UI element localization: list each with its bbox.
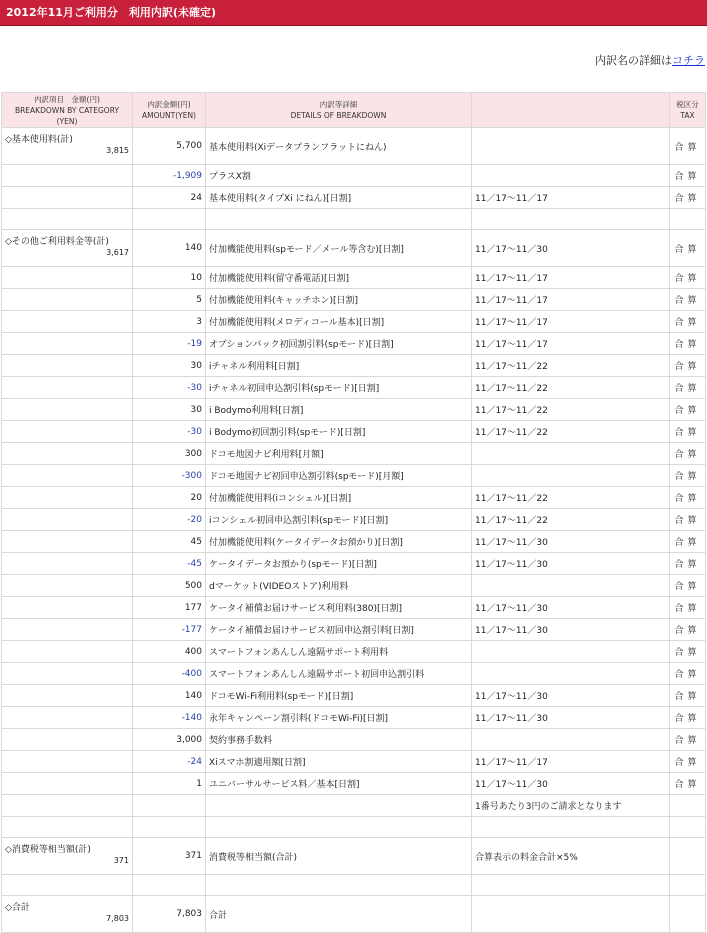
detail-cell: Xiスマホ割適用額[日割] [206,751,472,773]
amount-cell: 45 [133,531,206,553]
spacer-cell [670,209,706,230]
period-cell: 11／17～11／30 [472,773,670,795]
detail-cell: 基本使用料(タイプXi にねん)[日割] [206,187,472,209]
category-total: 3,617 [106,248,129,257]
tax-cell: 合算 [670,751,706,773]
amount-cell: -19 [133,333,206,355]
category-cell [2,795,133,817]
tax-cell: 合算 [670,311,706,333]
category-cell [2,333,133,355]
detail-cell: ユニバーサルサービス料／基本[日割] [206,773,472,795]
detail-cell: 永年キャンペーン割引料(ドコモWi-Fi)[日割] [206,707,472,729]
period-cell: 11／17～11／30 [472,230,670,267]
category-label: ◇基本使用料(計) [5,135,73,145]
spacer-row [2,817,706,838]
spacer-row [2,209,706,230]
tax-cell: 合算 [670,165,706,187]
amount-cell: 371 [133,838,206,875]
amount-cell: -24 [133,751,206,773]
header-period [472,93,670,128]
detail-cell [206,795,472,817]
tax-cell: 合算 [670,553,706,575]
category-cell [2,751,133,773]
period-cell [472,128,670,165]
spacer-cell [472,875,670,896]
amount-cell: -45 [133,553,206,575]
category-row [2,128,706,165]
spacer-cell [472,817,670,838]
category-cell [2,896,133,933]
amount-cell: -30 [133,421,206,443]
period-cell: 11／17～11／30 [472,685,670,707]
category-cell [2,230,133,267]
detail-cell: i Bodymo利用料[日割] [206,399,472,421]
tax-cell: 合算 [670,619,706,641]
table-row [2,773,706,795]
category-cell [2,165,133,187]
breakdown-table [1,92,706,933]
amount-cell: 177 [133,597,206,619]
detail-cell: スマートフォンあんしん遠隔サポート利用料 [206,641,472,663]
period-cell: 11／17～11／17 [472,289,670,311]
category-cell [2,267,133,289]
table-row [2,707,706,729]
tax-cell: 合算 [670,487,706,509]
detail-cell: 基本使用料(Xiデータプランフラットにねん) [206,128,472,165]
amount-cell: 140 [133,230,206,267]
category-cell [2,707,133,729]
category-cell [2,619,133,641]
category-total: 7,803 [106,914,129,923]
detail-cell: 付加機能使用料(留守番電話)[日割] [206,267,472,289]
period-cell [472,663,670,685]
period-cell [472,443,670,465]
table-row [2,377,706,399]
category-cell [2,509,133,531]
category-cell [2,289,133,311]
detail-link-text [595,52,705,68]
table-row [2,663,706,685]
table-row [2,597,706,619]
category-cell [2,487,133,509]
period-cell: 11／17～11／22 [472,399,670,421]
tax-cell: 合算 [670,685,706,707]
tax-cell: 合算 [670,399,706,421]
tax-cell: 合算 [670,289,706,311]
table-row [2,311,706,333]
detail-cell: スマートフォンあんしん遠隔サポート初回申込割引料 [206,663,472,685]
tax-cell: 合算 [670,707,706,729]
table-row [2,267,706,289]
table-row [2,333,706,355]
detail-cell: ドコモ地図ナビ利用料[月額] [206,443,472,465]
detail-cell: 消費税等相当額(合計) [206,838,472,875]
table-row [2,751,706,773]
table-row [2,355,706,377]
period-cell [472,465,670,487]
spacer-cell [206,209,472,230]
table-row [2,165,706,187]
amount-cell: 7,803 [133,896,206,933]
tax-cell: 合算 [670,377,706,399]
amount-cell: 140 [133,685,206,707]
tax-cell: 合算 [670,443,706,465]
table-row [2,465,706,487]
detail-cell: ケータイデータお預かり(spモード)[日割] [206,553,472,575]
category-cell [2,399,133,421]
category-cell [2,421,133,443]
period-cell: 11／17～11／30 [472,619,670,641]
table-header-row [2,93,706,128]
table-row [2,289,706,311]
amount-cell: 20 [133,487,206,509]
detail-cell: iチャネル利用料[日割] [206,355,472,377]
amount-cell: 300 [133,443,206,465]
tax-cell [670,795,706,817]
period-cell [472,729,670,751]
category-cell [2,553,133,575]
page-title: 2012年11月ご利用分 利用内訳(未確定) [0,0,707,26]
category-label: ◇合計 [5,903,30,913]
amount-cell: 30 [133,355,206,377]
detail-cell: ドコモ地図ナビ初回申込割引料(spモード)[月額] [206,465,472,487]
category-cell [2,685,133,707]
tax-cell: 合算 [670,597,706,619]
table-row [2,421,706,443]
amount-cell: 3,000 [133,729,206,751]
tax-cell: 合算 [670,128,706,165]
period-cell [472,641,670,663]
table-row [2,531,706,553]
period-cell: 11／17～11／17 [472,311,670,333]
tax-cell: 合算 [670,333,706,355]
category-cell [2,838,133,875]
period-cell: 11／17～11／30 [472,597,670,619]
category-total: 371 [113,856,129,865]
spacer-cell [670,817,706,838]
amount-cell: -30 [133,377,206,399]
tax-cell: 合算 [670,355,706,377]
table-row [2,487,706,509]
amount-cell: 400 [133,641,206,663]
period-cell: 11／17～11／22 [472,487,670,509]
period-cell: 11／17～11／22 [472,355,670,377]
category-label: ◇その他ご利用料金等(計) [5,237,109,247]
detail-cell: iチャネル初回申込割引料(spモード)[日割] [206,377,472,399]
category-cell [2,187,133,209]
category-cell [2,355,133,377]
header-category: 内訳項目 金額(円) BREAKDOWN BY CATEGORY (YEN) [2,93,133,128]
table-row [2,509,706,531]
period-cell [472,575,670,597]
detail-cell: 付加機能使用料(spモード／メール等含む)[日割] [206,230,472,267]
tax-cell: 合算 [670,773,706,795]
amount-cell: 1 [133,773,206,795]
detail-cell: 付加機能使用料(キャッチホン)[日割] [206,289,472,311]
tax-cell: 合算 [670,509,706,531]
period-cell: 11／17～11／17 [472,333,670,355]
spacer-cell [206,875,472,896]
table-row [2,641,706,663]
detail-cell: 付加機能使用料(ケータイデータお預かり)[日割] [206,531,472,553]
detail-link-prefix: 内訳名の詳細は [595,54,672,67]
category-cell [2,663,133,685]
detail-cell: オプションパック初回割引料(spモード)[日割] [206,333,472,355]
amount-cell: 5 [133,289,206,311]
amount-cell: -400 [133,663,206,685]
detail-cell: 付加機能使用料(メロディコール基本)[日割] [206,311,472,333]
table-row [2,443,706,465]
category-cell [2,773,133,795]
table-row [2,729,706,751]
amount-cell [133,795,206,817]
tax-cell [670,838,706,875]
table-row [2,187,706,209]
table-row [2,575,706,597]
header-details: 内訳等詳細 DETAILS OF BREAKDOWN [206,93,472,128]
detail-cell: 契約事務手数料 [206,729,472,751]
category-row [2,838,706,875]
detail-cell: プラスX割 [206,165,472,187]
spacer-cell [670,875,706,896]
period-cell: 11／17～11／22 [472,421,670,443]
detail-link-row [0,26,707,92]
tax-cell: 合算 [670,531,706,553]
category-cell [2,443,133,465]
amount-cell: 30 [133,399,206,421]
spacer-cell [133,875,206,896]
detail-cell: 付加機能使用料(iコンシェル)[日割] [206,487,472,509]
period-cell: 11／17～11／17 [472,751,670,773]
table-row [2,795,706,817]
amount-cell: 500 [133,575,206,597]
detail-cell: 合計 [206,896,472,933]
amount-cell: 10 [133,267,206,289]
category-cell [2,128,133,165]
table-row [2,619,706,641]
spacer-cell [2,817,133,838]
table-row [2,399,706,421]
table-row [2,685,706,707]
amount-cell: 3 [133,311,206,333]
period-cell: 11／17～11／17 [472,267,670,289]
tax-cell: 合算 [670,267,706,289]
detail-link[interactable]: コチラ [672,54,705,67]
period-cell: 11／17～11／30 [472,553,670,575]
tax-cell: 合算 [670,663,706,685]
table-row [2,553,706,575]
header-amount: 内訳金額(円) AMOUNT(YEN) [133,93,206,128]
tax-cell: 合算 [670,729,706,751]
tax-cell: 合算 [670,187,706,209]
category-cell [2,311,133,333]
detail-cell: ケータイ補償お届けサービス初回申込割引料[日割] [206,619,472,641]
period-cell: 合算表示の料金合計×5% [472,838,670,875]
category-label: ◇消費税等相当額(計) [5,845,91,855]
tax-cell: 合算 [670,230,706,267]
amount-cell: -300 [133,465,206,487]
spacer-cell [2,209,133,230]
category-cell [2,729,133,751]
period-cell [472,165,670,187]
tax-cell: 合算 [670,575,706,597]
period-cell: 1番号あたり3円のご請求となります [472,795,670,817]
category-row [2,896,706,933]
amount-cell: -1,909 [133,165,206,187]
amount-cell: -20 [133,509,206,531]
tax-cell: 合算 [670,641,706,663]
period-cell [472,896,670,933]
spacer-cell [133,817,206,838]
header-tax: 税区分 TAX [670,93,706,128]
detail-cell: i Bodymo初回割引料(spモード)[日割] [206,421,472,443]
period-cell: 11／17～11／22 [472,509,670,531]
category-cell [2,641,133,663]
amount-cell: -140 [133,707,206,729]
detail-cell: dマーケット(VIDEOストア)利用料 [206,575,472,597]
category-cell [2,377,133,399]
period-cell: 11／17～11／30 [472,531,670,553]
amount-cell: 24 [133,187,206,209]
amount-cell: -177 [133,619,206,641]
period-cell: 11／17～11／22 [472,377,670,399]
category-cell [2,465,133,487]
spacer-cell [206,817,472,838]
category-cell [2,575,133,597]
spacer-cell [133,209,206,230]
detail-cell: ケータイ補償お届けサービス利用料(380)[日割] [206,597,472,619]
spacer-row [2,875,706,896]
spacer-cell [2,875,133,896]
period-cell: 11／17～11／17 [472,187,670,209]
category-row [2,230,706,267]
detail-cell: ドコモWi-Fi利用料(spモード)[日割] [206,685,472,707]
category-cell [2,531,133,553]
tax-cell [670,896,706,933]
tax-cell: 合算 [670,465,706,487]
amount-cell: 5,700 [133,128,206,165]
detail-cell: iコンシェル初回申込割引料(spモード)[日割] [206,509,472,531]
category-cell [2,597,133,619]
period-cell: 11／17～11／30 [472,707,670,729]
category-total: 3,815 [106,146,129,155]
spacer-cell [472,209,670,230]
tax-cell: 合算 [670,421,706,443]
